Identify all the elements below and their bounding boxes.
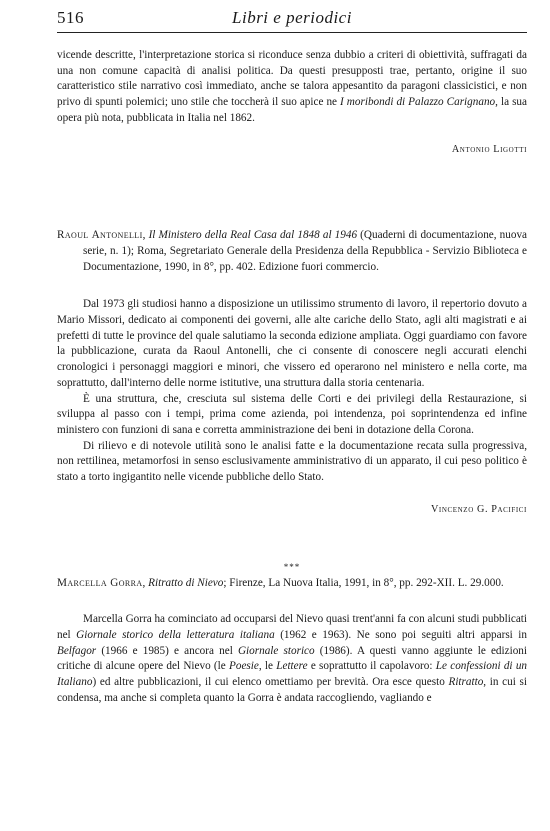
page-body: [57, 48, 527, 706]
review2-details: (Quaderni di documentazione, nuova serie, n. 1); Roma, Segretariato Generale della Presidenza della Repubblica - Servizio Biblioteca e Documentazione, 1990, in 8°, pp. 402. Edizione fuori commercio.: [83, 229, 528, 273]
review2-title: Il Ministero della Real Casa dal 1848 al 1946: [148, 229, 358, 242]
review2-paragraph-3: Di rilievo e di notevole utilità sono le analisi fatte e la documentazione recata sulla progressiva, non rettilinea, metamorfosi in senso esclusivamente amministrativo di un apparato, il cui peso politico è stato a torto ingigantito nelle vicende pubbliche dello Stato.: [57, 439, 527, 484]
review2-bibliographic-entry: Raoul Antonelli, Il Ministero della Real Casa dal 1848 al 1946 (Quaderni di documentazione, nuova serie, n. 1); Roma, Segretariato Generale della Presidenza della Repubblica - Servizio Biblioteca e Documentazione, 1990, in 8°, pp. 402. Edizione fuori commercio.: [57, 229, 528, 273]
review2-paragraph-2: È una struttura, che, cresciuta sul sistema delle Corti e dei privilegi della Restaurazione, si sviluppa al passo con i tempi, prima come azienda, poi intendenza, poi soprintendenza ed infine ministero con funzioni di sana e corretta amministrazione dei beni in dotazione della Corona.: [57, 392, 527, 436]
book-title: I moribondi di Palazzo Carignano: [340, 96, 496, 109]
review1-signature: Antonio Ligotti: [451, 143, 527, 155]
section-separator: ***: [283, 562, 301, 573]
review3-bibliographic-entry: Marcella Gorra, Ritratto di Nievo; Firenze, La Nuova Italia, 1991, in 8°, pp. 292-XII. L. 29.000.: [57, 577, 504, 590]
running-title: Libri e periodici: [232, 8, 352, 27]
review3-paragraph-1: Marcella Gorra ha cominciato ad occuparsi del Nievo quasi trent'anni fa con alcuni studi pubblicati nel Giornale storico della letteratura italiana (1962 e 1963). Ne sono poi seguiti altri apparsi in Belfagor (1966 e 1985) e ancora nel Giornale storico (1986). A questi vanno aggiunte le edizioni critiche di alcune opere del Nievo (le Poesie, le Lettere e soprattutto il capolavoro: Le confessioni di un Italiano) ed altre pubblicazioni, il cui elenco omettiamo per brevità. Ora esce questo Ritratto, in cui si condensa, ma anche si completa quanto la Gorra è andata raccogliendo, vagliando e: [57, 613, 528, 704]
review2-paragraph-1: Dal 1973 gli studiosi hanno a disposizione un utilissimo strumento di lavoro, il repertorio dovuto a Mario Missori, dedicato ai componenti dei governi, alle alte cariche dello Stato, agli alti magistrati e ai prefetti di tutte le province del quale salutiamo la seconda edizione ampliata. Oggi guardiamo con favore la pubblicazione, curata da Raoul Antonelli, che ci consente di conoscere negli accurati elenchi cronologici i personaggi maggiori e minori, che vissero ed operarono nel ministero e nella corte, ma soprattutto, dall'interno delle norme istitutive, una struttura dalla storia centenaria.: [57, 298, 527, 389]
review1-paragraph: vicende descritte, l'interpretazione storica si riconduce senza dubbio a criteri di obiettività, suffragati da una non comune capacità di analisi politica. Da questi presupposti trae, pertanto, origine il suo caratteristico stile narrativo così immediato, anche se talora appesantito da paragoni classicistici, e non privo di spunti polemici; uno stile che toccherà il suo apice ne I moribondi di Palazzo Carignano, la sua opera più nota, pubblicata in Italia nel 1862.: [57, 49, 527, 124]
review2-author: Raoul Antonelli: [57, 229, 143, 242]
review2-signature: Vincenzo G. Pacifici: [430, 503, 527, 515]
page-header: [57, 6, 527, 33]
review3-author: Marcella Gorra: [57, 577, 143, 590]
page-number: 516: [57, 8, 84, 27]
review3-details: ; Firenze, La Nuova Italia, 1991, in 8°, pp. 292-XII. L. 29.000.: [223, 577, 504, 590]
review3-title: Ritratto di Nievo: [148, 577, 224, 590]
